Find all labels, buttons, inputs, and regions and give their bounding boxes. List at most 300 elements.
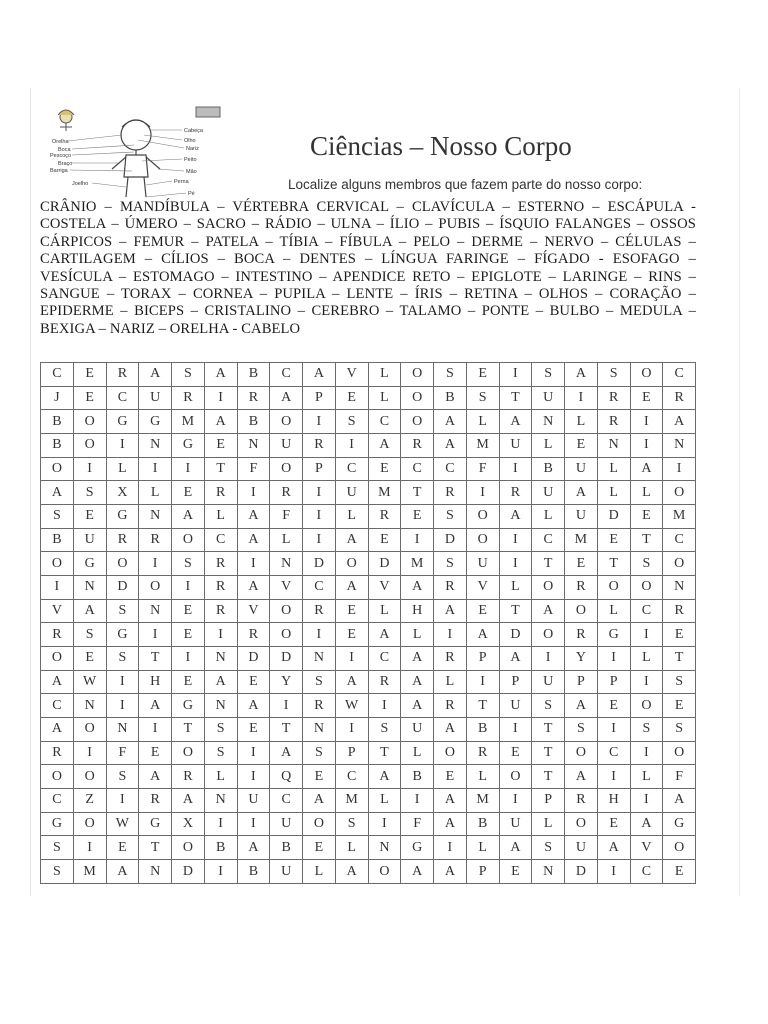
grid-cell: M (565, 528, 598, 552)
label-cabeca: Cabeça (184, 128, 203, 134)
label-peito: Peito (184, 157, 197, 163)
grid-cell: N (106, 718, 139, 742)
grid-cell: A (303, 363, 336, 387)
grid-cell: O (663, 836, 696, 860)
grid-cell: S (532, 836, 565, 860)
grid-cell: E (663, 860, 696, 884)
grid-cell: R (41, 741, 74, 765)
grid-cell: E (172, 623, 205, 647)
grid-cell: O (401, 386, 434, 410)
grid-cell: I (335, 647, 368, 671)
small-child-icon (58, 110, 74, 131)
grid-cell: E (335, 599, 368, 623)
grid-cell: R (204, 576, 237, 600)
grid-cell: I (499, 457, 532, 481)
grid-cell: T (663, 647, 696, 671)
grid-cell: U (565, 836, 598, 860)
grid-cell: U (270, 434, 303, 458)
grid-cell: A (630, 812, 663, 836)
grid-cell: A (368, 623, 401, 647)
grid-cell: I (139, 552, 172, 576)
grid-cell: T (630, 528, 663, 552)
grid-cell: I (335, 434, 368, 458)
grid-cell: A (237, 528, 270, 552)
grid-cell: A (335, 860, 368, 884)
grid-cell: I (106, 434, 139, 458)
grid-cell: R (499, 481, 532, 505)
grid-cell: B (466, 812, 499, 836)
grid-cell: U (499, 812, 532, 836)
grid-cell: Y (270, 670, 303, 694)
grid-cell: N (663, 434, 696, 458)
grid-cell: O (270, 599, 303, 623)
grid-cell: N (139, 505, 172, 529)
grid-cell: I (565, 386, 598, 410)
grid-row (41, 718, 696, 742)
grid-cell: S (204, 741, 237, 765)
grid-cell: I (434, 836, 467, 860)
grid-cell: I (663, 457, 696, 481)
label-pe: Pé (188, 191, 195, 197)
grid-cell: S (204, 718, 237, 742)
grid-cell: I (597, 860, 630, 884)
grid-cell: I (204, 386, 237, 410)
grid-cell: R (172, 386, 205, 410)
grid-cell: I (172, 457, 205, 481)
human-figure-icon (112, 120, 160, 197)
grid-cell: A (237, 505, 270, 529)
grid-cell: E (597, 694, 630, 718)
grid-cell: A (434, 718, 467, 742)
grid-cell: I (630, 410, 663, 434)
grid-cell: A (237, 576, 270, 600)
grid-cell: L (597, 481, 630, 505)
grid-cell: I (499, 718, 532, 742)
grid-cell: U (499, 434, 532, 458)
grid-cell: F (106, 741, 139, 765)
grid-cell: A (106, 860, 139, 884)
grid-cell: I (303, 481, 336, 505)
grid-cell: A (139, 765, 172, 789)
grid-cell: F (401, 812, 434, 836)
book-icon (196, 107, 220, 117)
label-orelha: Orelha (52, 139, 69, 145)
grid-cell: B (41, 410, 74, 434)
grid-cell: U (499, 694, 532, 718)
grid-cell: C (630, 599, 663, 623)
grid-cell: L (597, 457, 630, 481)
grid-cell: U (270, 860, 303, 884)
label-pescoco: Pescoço (50, 153, 72, 159)
grid-cell: C (335, 765, 368, 789)
grid-cell: I (466, 670, 499, 694)
grid-cell: E (368, 528, 401, 552)
grid-cell: P (303, 386, 336, 410)
grid-cell: I (597, 765, 630, 789)
grid-cell: N (270, 552, 303, 576)
grid-cell: N (139, 434, 172, 458)
grid-cell: V (368, 576, 401, 600)
grid-cell: H (597, 789, 630, 813)
grid-cell: S (597, 363, 630, 387)
grid-cell: I (499, 363, 532, 387)
grid-cell: E (630, 505, 663, 529)
grid-cell: L (106, 457, 139, 481)
grid-cell: A (237, 694, 270, 718)
grid-cell: P (466, 860, 499, 884)
grid-row (41, 647, 696, 671)
grid-cell: R (270, 481, 303, 505)
grid-cell: A (335, 528, 368, 552)
grid-cell: I (499, 789, 532, 813)
grid-cell: R (204, 552, 237, 576)
label-nariz: Nariz (186, 146, 199, 152)
grid-cell: A (204, 363, 237, 387)
grid-cell: S (41, 836, 74, 860)
label-olho: Olho (184, 138, 196, 144)
grid-cell: L (630, 647, 663, 671)
grid-cell: I (303, 505, 336, 529)
grid-cell: O (434, 741, 467, 765)
grid-row (41, 505, 696, 529)
grid-cell: L (204, 765, 237, 789)
grid-row (41, 741, 696, 765)
grid-cell: M (663, 505, 696, 529)
grid-cell: L (532, 434, 565, 458)
grid-cell: B (237, 860, 270, 884)
grid-cell: O (663, 741, 696, 765)
grid-cell: T (401, 481, 434, 505)
grid-cell: O (270, 457, 303, 481)
grid-cell: I (237, 552, 270, 576)
grid-cell: R (204, 481, 237, 505)
grid-cell: U (270, 812, 303, 836)
grid-cell: R (565, 576, 598, 600)
grid-cell: O (466, 528, 499, 552)
grid-cell: E (597, 528, 630, 552)
grid-cell: L (597, 599, 630, 623)
grid-cell: B (270, 836, 303, 860)
grid-cell: I (597, 718, 630, 742)
grid-cell: L (270, 528, 303, 552)
grid-cell: C (204, 528, 237, 552)
grid-cell: R (466, 741, 499, 765)
grid-cell: E (401, 505, 434, 529)
grid-cell: T (532, 741, 565, 765)
grid-cell: S (335, 812, 368, 836)
grid-row (41, 552, 696, 576)
grid-cell: E (237, 718, 270, 742)
grid-cell: T (499, 386, 532, 410)
grid-cell: L (204, 505, 237, 529)
grid-cell: U (335, 481, 368, 505)
word-list: CRÂNIO – MANDÍBULA – VÉRTEBRA CERVICAL – CLAVÍCULA – ESTERNO – ESCÁPULA - COSTELA – ÚMERO – SACRO – RÁDIO – ULNA – ÍLIO – PUBIS – ÍSQUIO FALANGES – OSSOS CÁRPICOS – FEMUR – PATELA – TÍBIA – FÍBULA – PELO – DERME – NERVO – CÉLULAS – CARTILAGEM – CÍLIOS – BOCA – DENTES – LÍNGUA FARINGE – FÍGADO - ESOFAGO – VESÍCULA – ESTOMAGO – INTESTINO – APENDICE RETO – EPIGLOTE – LARINGE – RINS – SANGUE – TORAX – CORNEA – PUPILA – LENTE – ÍRIS – RETINA – OLHOS – CORAÇÃO – EPIDERME – BICEPS – CRISTALINO – CEREBRO – TALAMO – PONTE – BULBO – MEDULA – BEXIGA – NARIZ – ORELHA - CABELO (40, 199, 696, 337)
grid-cell: U (139, 386, 172, 410)
worksheet-header (40, 105, 720, 197)
grid-cell: I (139, 623, 172, 647)
label-braco: Braço (58, 161, 73, 167)
grid-cell: O (73, 718, 106, 742)
grid-cell: C (335, 457, 368, 481)
grid-cell: E (172, 670, 205, 694)
grid-cell: O (41, 647, 74, 671)
grid-cell: S (73, 623, 106, 647)
grid-cell: O (41, 457, 74, 481)
grid-cell: N (237, 434, 270, 458)
grid-cell: I (303, 528, 336, 552)
grid-cell: C (368, 647, 401, 671)
grid-cell: N (139, 860, 172, 884)
grid-cell: I (139, 457, 172, 481)
grid-cell: S (532, 694, 565, 718)
grid-cell: E (434, 765, 467, 789)
grid-cell: M (335, 789, 368, 813)
label-perna: Perna (174, 179, 189, 185)
grid-cell: O (73, 812, 106, 836)
grid-cell: E (335, 623, 368, 647)
grid-cell: V (466, 576, 499, 600)
grid-cell: N (303, 718, 336, 742)
grid-cell: R (368, 670, 401, 694)
grid-cell: A (41, 670, 74, 694)
grid-cell: R (303, 434, 336, 458)
grid-cell: R (434, 481, 467, 505)
grid-cell: S (41, 505, 74, 529)
grid-cell: T (466, 694, 499, 718)
grid-cell: M (466, 434, 499, 458)
grid-cell: E (303, 765, 336, 789)
grid-cell: R (434, 576, 467, 600)
grid-cell: S (663, 670, 696, 694)
grid-cell: D (106, 576, 139, 600)
grid-row (41, 457, 696, 481)
grid-cell: M (401, 552, 434, 576)
grid-cell: H (139, 670, 172, 694)
grid-cell: L (630, 765, 663, 789)
grid-cell: A (172, 505, 205, 529)
grid-cell: C (368, 410, 401, 434)
grid-cell: I (106, 694, 139, 718)
grid-cell: E (237, 670, 270, 694)
grid-cell: S (41, 860, 74, 884)
grid-cell: L (532, 812, 565, 836)
grid-cell: D (172, 860, 205, 884)
grid-cell: C (434, 457, 467, 481)
grid-cell: B (204, 836, 237, 860)
grid-cell: U (532, 481, 565, 505)
grid-cell: Q (270, 765, 303, 789)
grid-cell: S (106, 599, 139, 623)
grid-cell: O (41, 765, 74, 789)
grid-cell: E (139, 741, 172, 765)
grid-cell: L (368, 363, 401, 387)
grid-cell: E (368, 457, 401, 481)
grid-row (41, 670, 696, 694)
grid-cell: P (565, 670, 598, 694)
grid-cell: A (663, 410, 696, 434)
grid-cell: R (106, 528, 139, 552)
grid-cell: C (597, 741, 630, 765)
grid-cell: Z (73, 789, 106, 813)
grid-cell: R (303, 694, 336, 718)
grid-cell: I (172, 576, 205, 600)
grid-cell: L (466, 410, 499, 434)
grid-cell: L (401, 623, 434, 647)
grid-cell: N (204, 694, 237, 718)
grid-cell: C (41, 363, 74, 387)
grid-cell: A (368, 434, 401, 458)
grid-cell: G (106, 410, 139, 434)
grid-cell: L (466, 765, 499, 789)
grid-cell: A (630, 457, 663, 481)
grid-cell: R (106, 363, 139, 387)
grid-cell: P (466, 647, 499, 671)
grid-cell: R (368, 505, 401, 529)
grid-cell: A (270, 386, 303, 410)
grid-cell: A (41, 481, 74, 505)
grid-cell: O (630, 694, 663, 718)
grid-cell: A (401, 576, 434, 600)
grid-row (41, 481, 696, 505)
grid-row (41, 694, 696, 718)
grid-cell: G (663, 812, 696, 836)
grid-cell: A (466, 623, 499, 647)
grid-cell: A (401, 647, 434, 671)
grid-cell: A (597, 836, 630, 860)
grid-cell: E (663, 623, 696, 647)
grid-cell: A (434, 860, 467, 884)
grid-cell: D (565, 860, 598, 884)
grid-cell: S (434, 552, 467, 576)
grid-cell: L (466, 836, 499, 860)
grid-cell: O (401, 410, 434, 434)
grid-cell: A (532, 599, 565, 623)
grid-cell: S (172, 363, 205, 387)
grid-cell: M (172, 410, 205, 434)
grid-cell: S (532, 363, 565, 387)
grid-cell: B (41, 528, 74, 552)
grid-cell: I (499, 552, 532, 576)
grid-cell: D (237, 647, 270, 671)
grid-cell: A (499, 410, 532, 434)
grid-cell: G (172, 434, 205, 458)
grid-cell: I (434, 623, 467, 647)
grid-cell: B (41, 434, 74, 458)
grid-cell: I (401, 528, 434, 552)
grid-cell: B (401, 765, 434, 789)
grid-cell: E (663, 694, 696, 718)
grid-cell: C (41, 694, 74, 718)
grid-cell: I (630, 623, 663, 647)
grid-cell: I (630, 789, 663, 813)
grid-cell: A (565, 363, 598, 387)
grid-cell: I (401, 789, 434, 813)
grid-cell: G (139, 410, 172, 434)
grid-cell: O (663, 481, 696, 505)
grid-cell: S (106, 647, 139, 671)
grid-cell: I (466, 481, 499, 505)
grid-cell: G (401, 836, 434, 860)
grid-cell: A (499, 647, 532, 671)
grid-cell: R (434, 694, 467, 718)
grid-cell: L (335, 505, 368, 529)
grid-cell: S (630, 552, 663, 576)
grid-cell: C (630, 860, 663, 884)
grid-cell: S (335, 410, 368, 434)
grid-cell: S (172, 552, 205, 576)
grid-cell: V (335, 363, 368, 387)
grid-cell: A (73, 599, 106, 623)
grid-cell: I (204, 860, 237, 884)
grid-cell: F (237, 457, 270, 481)
grid-row (41, 363, 696, 387)
grid-cell: S (663, 718, 696, 742)
grid-cell: T (204, 457, 237, 481)
grid-cell: E (335, 386, 368, 410)
grid-cell: A (434, 599, 467, 623)
grid-cell: N (597, 434, 630, 458)
grid-cell: C (532, 528, 565, 552)
grid-cell: R (597, 386, 630, 410)
grid-cell: A (401, 670, 434, 694)
grid-cell: X (106, 481, 139, 505)
grid-cell: R (41, 623, 74, 647)
grid-row (41, 836, 696, 860)
grid-cell: Y (565, 647, 598, 671)
grid-cell: B (237, 410, 270, 434)
grid-cell: R (139, 528, 172, 552)
grid-row (41, 789, 696, 813)
grid-cell: R (237, 623, 270, 647)
grid-cell: T (368, 741, 401, 765)
grid-cell: O (532, 576, 565, 600)
grid-cell: A (41, 718, 74, 742)
grid-cell: T (532, 718, 565, 742)
grid-row (41, 860, 696, 884)
grid-cell: O (368, 860, 401, 884)
grid-cell: I (204, 623, 237, 647)
grid-cell: O (597, 576, 630, 600)
grid-cell: D (368, 552, 401, 576)
grid-cell: O (499, 765, 532, 789)
grid-cell: P (532, 789, 565, 813)
grid-cell: L (368, 789, 401, 813)
grid-cell: M (466, 789, 499, 813)
grid-cell: I (597, 647, 630, 671)
grid-cell: O (303, 812, 336, 836)
grid-cell: W (73, 670, 106, 694)
grid-cell: I (204, 812, 237, 836)
grid-cell: V (41, 599, 74, 623)
grid-cell: E (204, 434, 237, 458)
grid-cell: R (303, 599, 336, 623)
grid-cell: L (335, 836, 368, 860)
grid-cell: O (270, 623, 303, 647)
grid-cell: O (532, 623, 565, 647)
grid-cell: S (106, 765, 139, 789)
grid-cell: I (303, 623, 336, 647)
grid-cell: I (172, 647, 205, 671)
grid-cell: T (532, 765, 565, 789)
grid-cell: V (237, 599, 270, 623)
grid-cell: B (532, 457, 565, 481)
page-title: Ciências – Nosso Corpo (310, 131, 572, 161)
grid-cell: D (303, 552, 336, 576)
grid-cell: D (597, 505, 630, 529)
grid-cell: E (172, 481, 205, 505)
grid-cell: F (663, 765, 696, 789)
grid-cell: R (565, 789, 598, 813)
